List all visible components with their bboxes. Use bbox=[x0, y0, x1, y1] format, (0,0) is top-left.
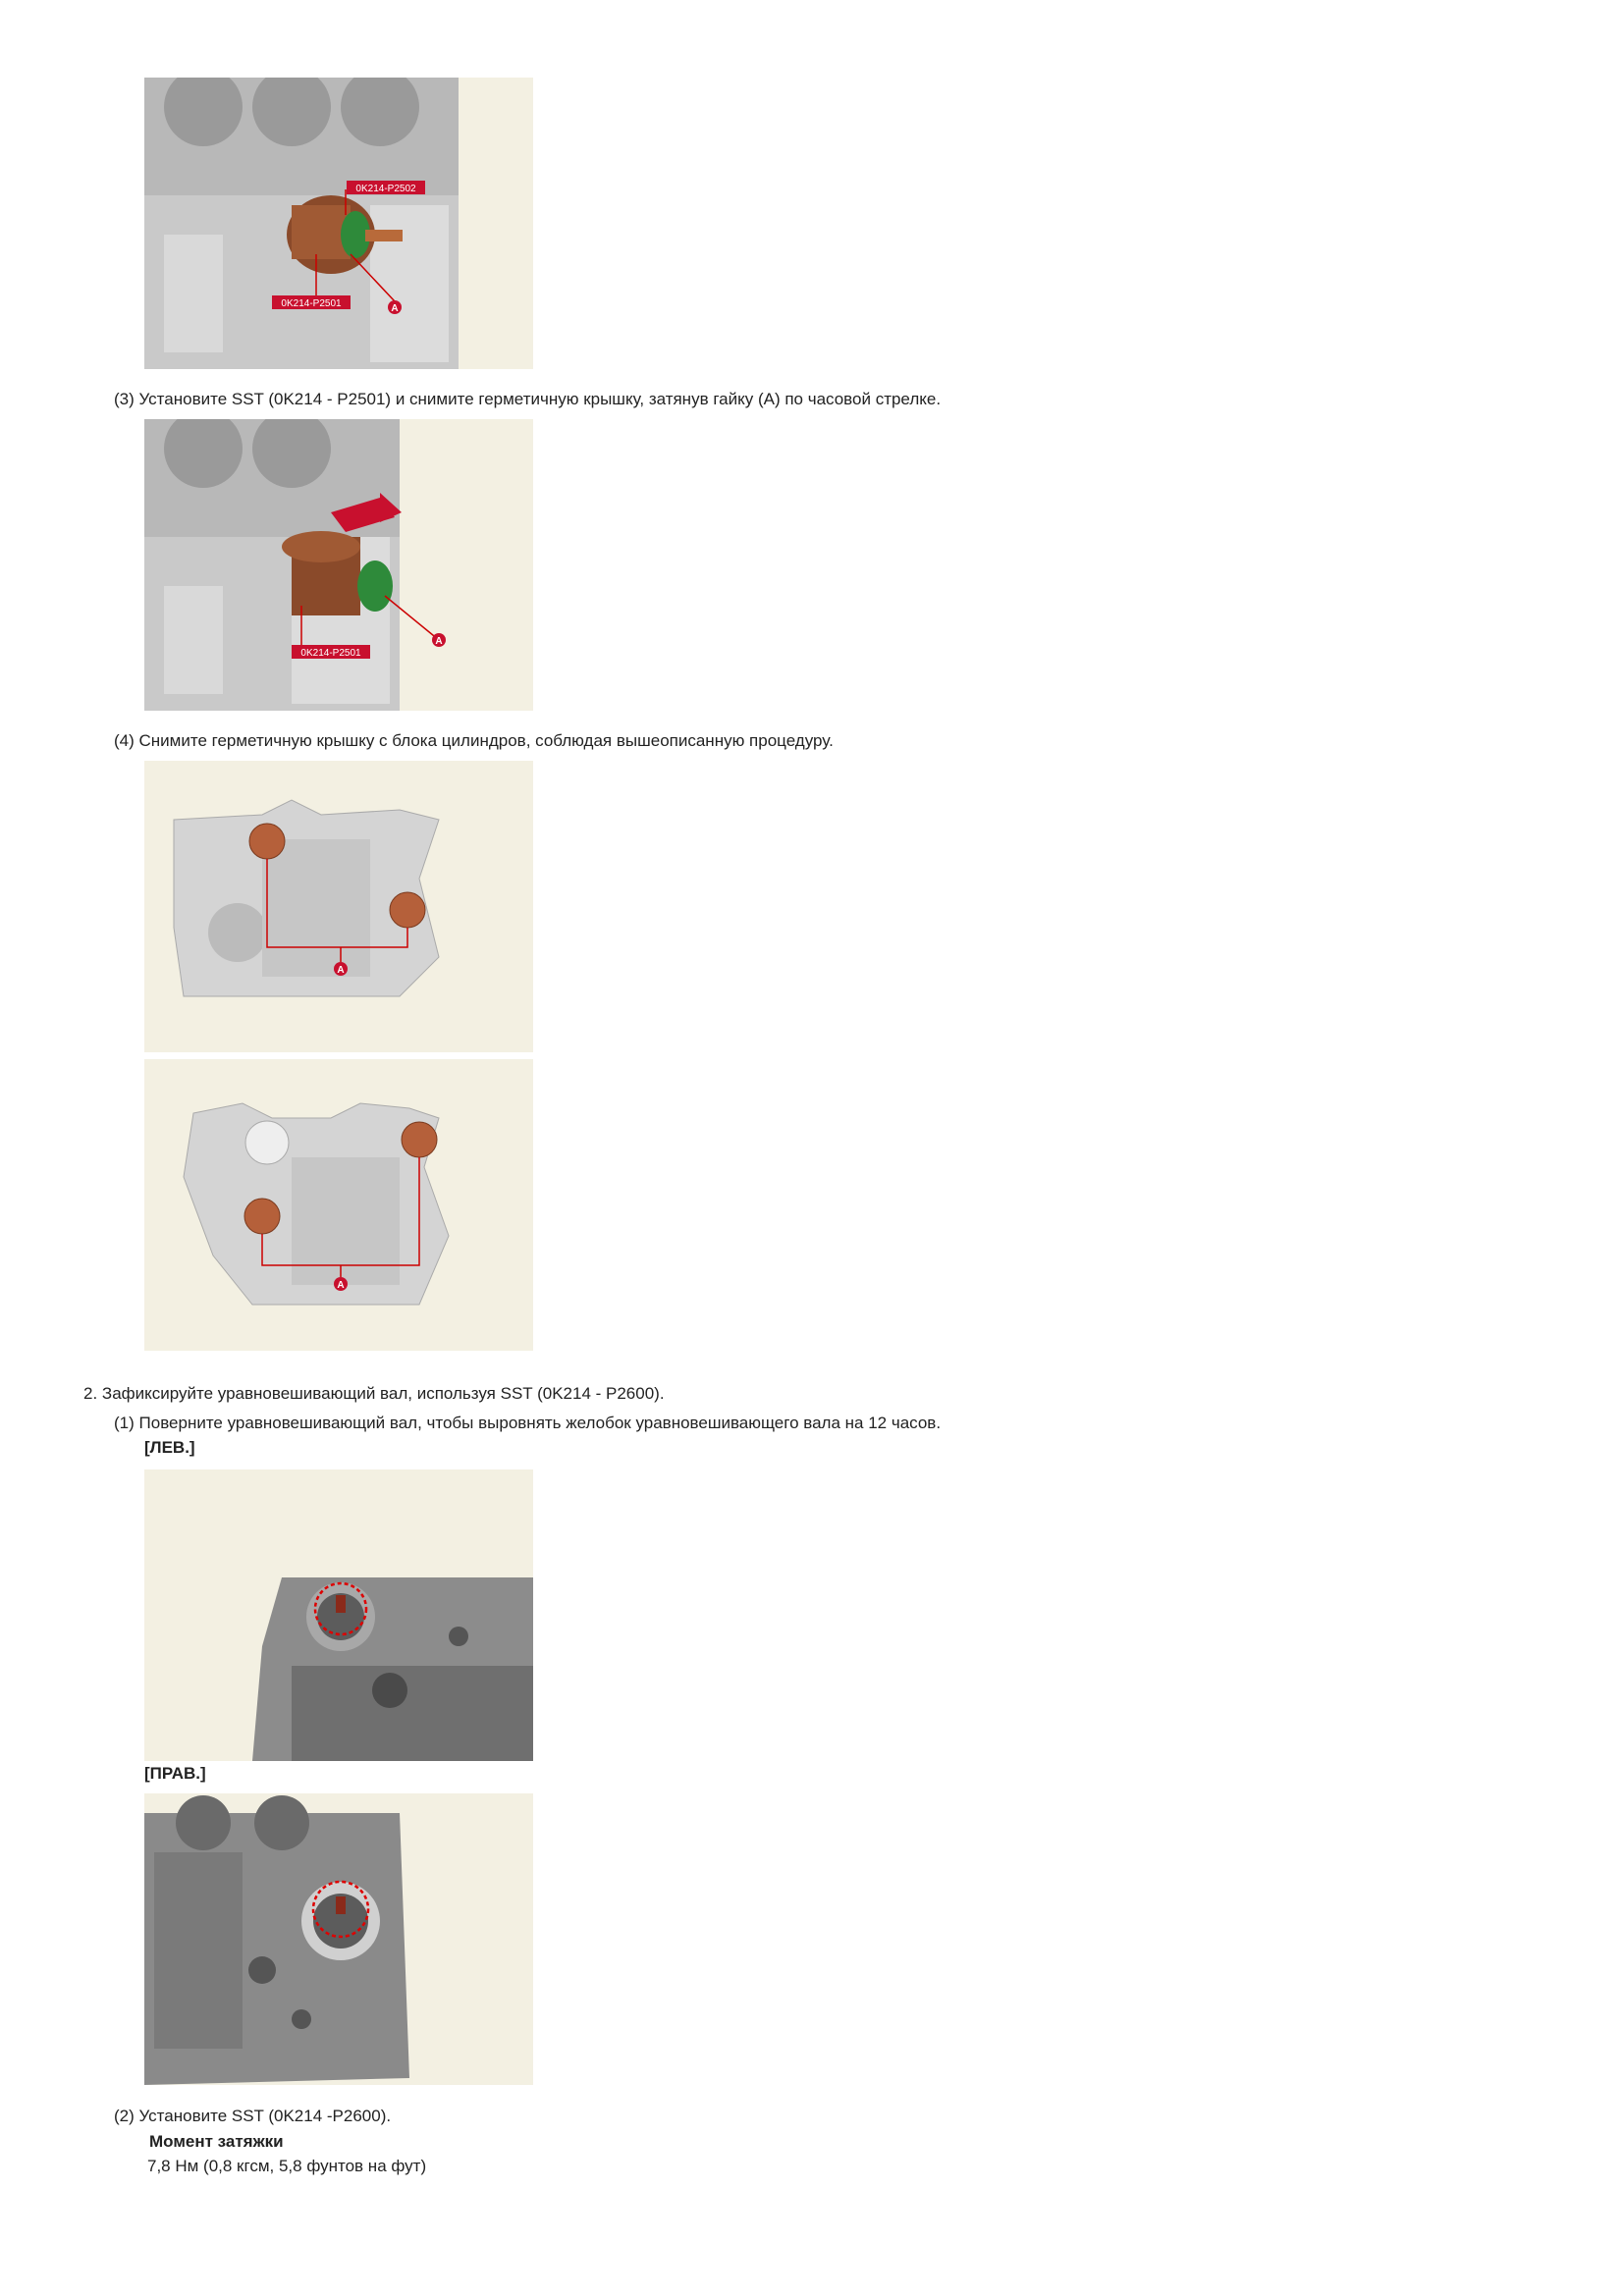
marker-a: A bbox=[337, 965, 345, 976]
step-text: Снимите герметичную крышку с блока цилиндров, соблюдая вышеописанную процедуру. bbox=[138, 731, 834, 750]
main-step-2 bbox=[83, 1384, 665, 1404]
step-text: Поверните уравновешивающий вал, чтобы выровнять желобок уравновешивающего вала на 12 часов. bbox=[138, 1414, 942, 1432]
step-text: Установите SST (0K214 -P2600). bbox=[138, 2107, 392, 2125]
figure-sealing-caps-rear bbox=[144, 1059, 533, 1351]
tool-label-p2502: 0K214-P2502 bbox=[355, 184, 416, 194]
step-number: 2. bbox=[83, 1384, 98, 1403]
step-number: (3) bbox=[114, 390, 135, 408]
marker-a: A bbox=[391, 303, 399, 314]
marker-a: A bbox=[435, 636, 443, 647]
step-text: Установите SST (0K214 - P2501) и снимите герметичную крышку, затянув гайку (A) по часовой стрелке. bbox=[138, 390, 942, 408]
figure-balance-shaft-right bbox=[144, 1793, 533, 2085]
engine-illustration bbox=[144, 1059, 533, 1351]
tool-label-p2501: 0K214-P2501 bbox=[300, 648, 361, 659]
step-number: (1) bbox=[114, 1414, 135, 1432]
figure-sst-installed-1 bbox=[144, 78, 533, 369]
figure-sealing-caps-front bbox=[144, 761, 533, 1052]
engine-illustration bbox=[144, 419, 533, 711]
torque-title: Момент затяжки bbox=[149, 2132, 284, 2151]
figure-sst-rotate-nut bbox=[144, 419, 533, 711]
figure-balance-shaft-left bbox=[144, 1469, 533, 1761]
engine-illustration bbox=[144, 761, 533, 1052]
step-number: (2) bbox=[114, 2107, 135, 2125]
step-3 bbox=[114, 390, 941, 409]
step-4 bbox=[114, 731, 834, 751]
marker-a: A bbox=[337, 1280, 345, 1291]
right-label: [ПРАВ.] bbox=[144, 1764, 206, 1783]
tool-label-p2501: 0K214-P2501 bbox=[281, 298, 342, 309]
sub-step-2 bbox=[114, 2107, 391, 2126]
step-text: Зафиксируйте уравновешивающий вал, используя SST (0K214 - P2600). bbox=[101, 1384, 665, 1403]
engine-illustration bbox=[144, 78, 533, 369]
engine-photo bbox=[144, 1793, 533, 2085]
left-label: [ЛЕВ.] bbox=[144, 1438, 195, 1457]
step-number: (4) bbox=[114, 731, 135, 750]
engine-photo bbox=[144, 1469, 533, 1761]
sub-step-1 bbox=[114, 1414, 941, 1433]
torque-value: 7,8 Нм (0,8 кгсм, 5,8 фунтов на фут) bbox=[147, 2157, 427, 2175]
